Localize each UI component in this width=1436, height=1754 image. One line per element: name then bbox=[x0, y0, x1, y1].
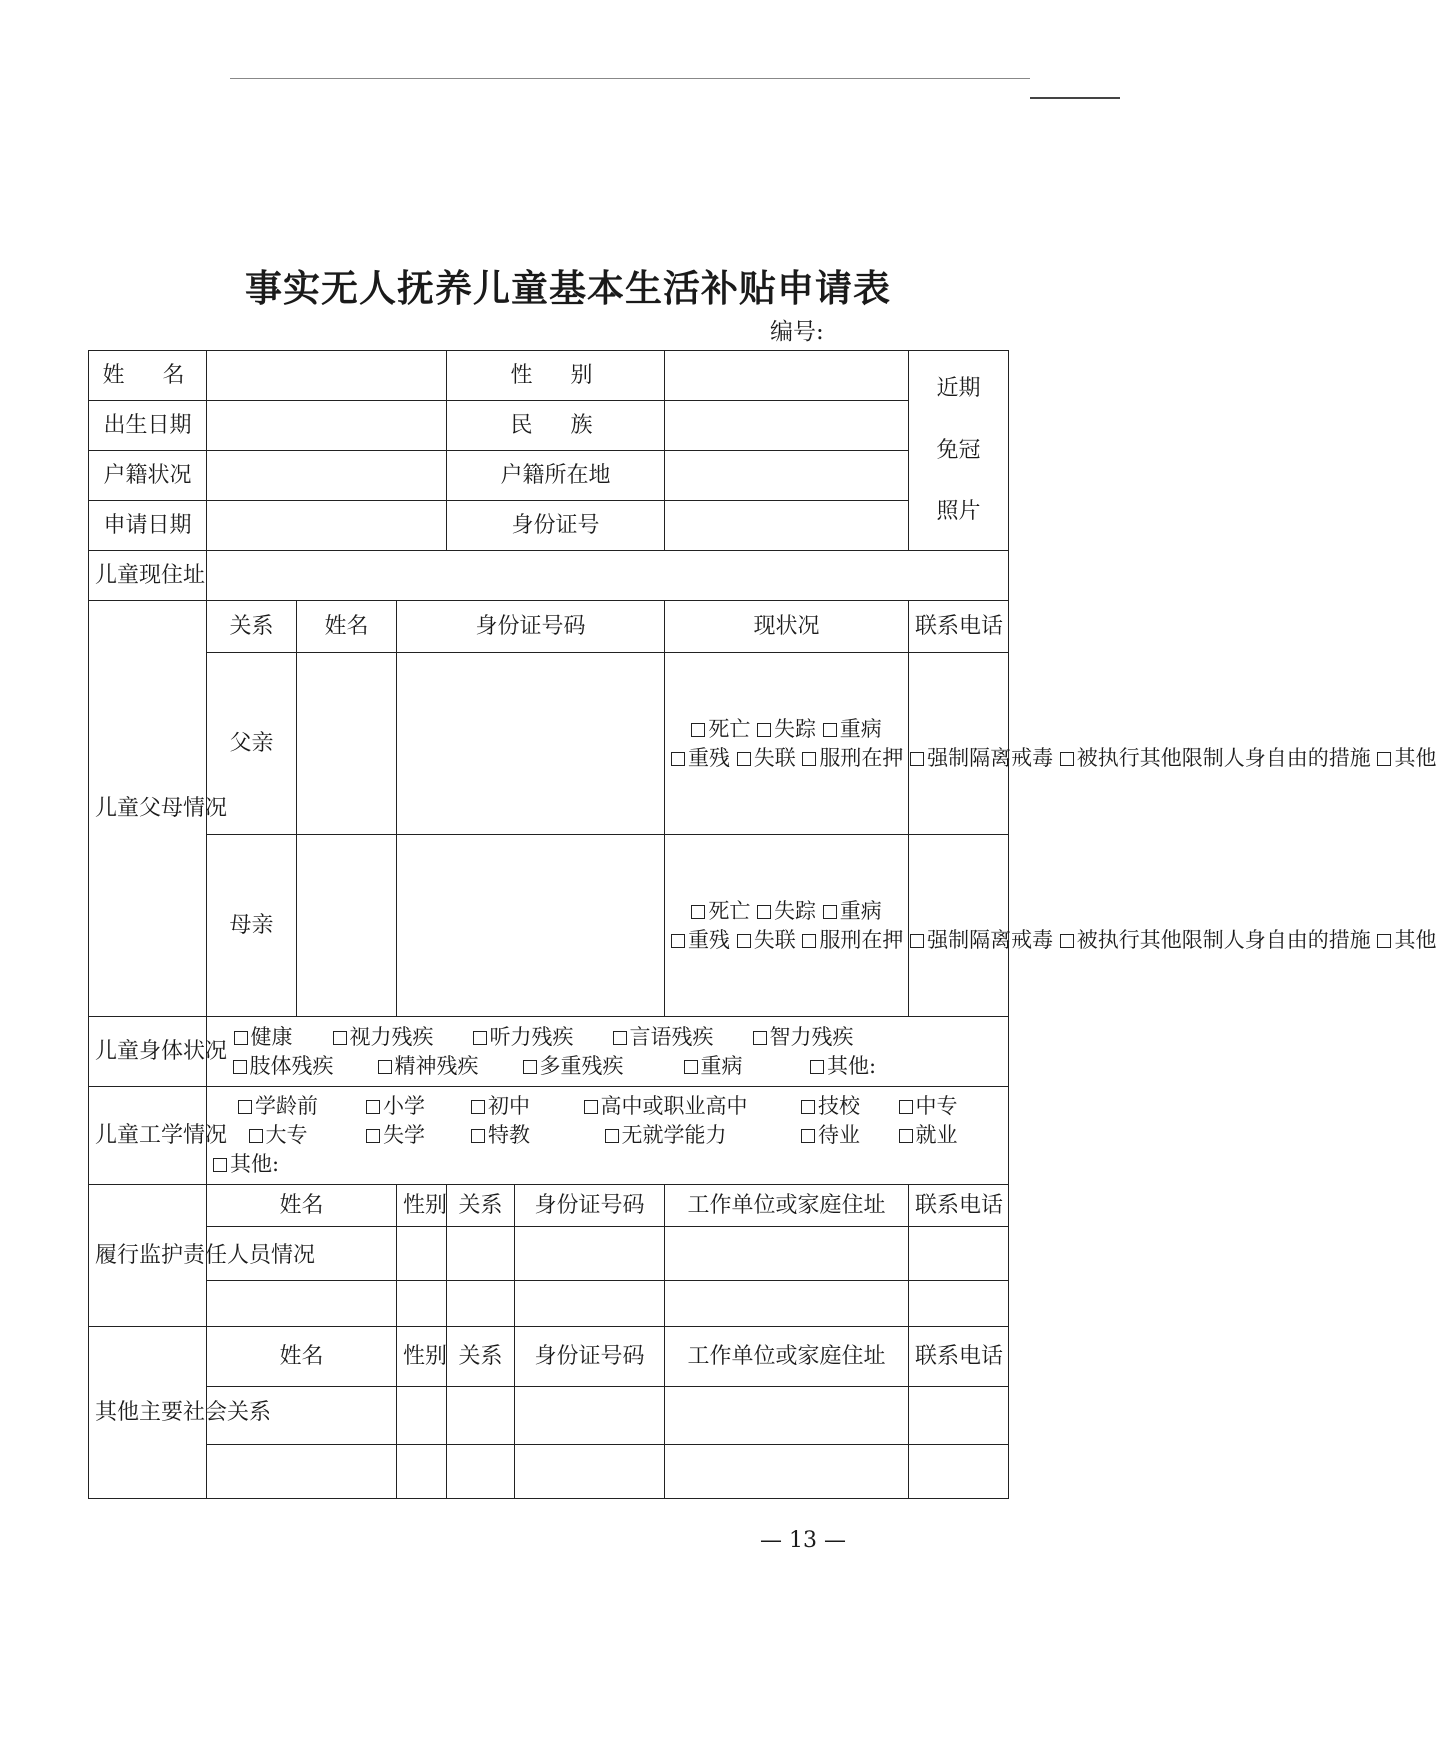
status-option[interactable]: 死亡 bbox=[691, 897, 750, 925]
checkbox-icon[interactable] bbox=[823, 723, 837, 737]
apply-date-field[interactable] bbox=[207, 501, 447, 551]
guardian-header-name: 姓名 bbox=[207, 1185, 397, 1227]
checkbox-icon[interactable] bbox=[249, 1129, 263, 1143]
checkbox-icon[interactable] bbox=[613, 1031, 627, 1045]
social-relation-cell[interactable] bbox=[447, 1445, 515, 1499]
status-option[interactable]: 重残 bbox=[671, 744, 730, 772]
social-id-cell[interactable] bbox=[515, 1387, 665, 1445]
guardian-id-cell[interactable] bbox=[515, 1281, 665, 1327]
health-option[interactable]: 视力残疾 bbox=[313, 1023, 453, 1051]
social-section-label: 其他主要社会关系 bbox=[89, 1327, 207, 1499]
checkbox-icon[interactable] bbox=[1060, 934, 1074, 948]
guardian-section-label: 履行监护责任人员情况 bbox=[89, 1185, 207, 1327]
checkbox-icon[interactable] bbox=[757, 905, 771, 919]
photo-line: 免冠 bbox=[936, 437, 981, 463]
address-label: 儿童现住址 bbox=[89, 551, 207, 601]
checkbox-icon[interactable] bbox=[910, 934, 924, 948]
guardian-relation-cell[interactable] bbox=[447, 1281, 515, 1327]
education-option[interactable]: 学龄前 bbox=[213, 1092, 343, 1120]
status-option[interactable]: 失踪 bbox=[757, 715, 816, 743]
parents-header-id: 身份证号码 bbox=[397, 601, 665, 653]
parents-header-name: 姓名 bbox=[297, 601, 397, 653]
social-relation-cell[interactable] bbox=[447, 1387, 515, 1445]
social-gender-cell[interactable] bbox=[397, 1387, 447, 1445]
health-option[interactable]: 肢体残疾 bbox=[213, 1052, 353, 1080]
birth-date-label: 出生日期 bbox=[89, 401, 207, 451]
social-header-gender: 性别 bbox=[397, 1327, 447, 1387]
page-number: — 13 — bbox=[760, 1528, 846, 1553]
checkbox-icon[interactable] bbox=[234, 1031, 248, 1045]
health-option[interactable]: 智力残疾 bbox=[733, 1023, 873, 1051]
serial-number-label: 编号: bbox=[770, 319, 824, 345]
guardian-header-phone: 联系电话 bbox=[909, 1185, 1009, 1227]
social-name-cell[interactable] bbox=[207, 1445, 397, 1499]
guardian-header-address: 工作单位或家庭住址 bbox=[665, 1185, 909, 1227]
status-option[interactable]: 其他 bbox=[1377, 926, 1436, 954]
id-number-label: 身份证号 bbox=[447, 501, 665, 551]
checkbox-icon[interactable] bbox=[801, 1129, 815, 1143]
status-option[interactable]: 其他 bbox=[1377, 744, 1436, 772]
id-number-field[interactable] bbox=[665, 501, 909, 551]
checkbox-icon[interactable] bbox=[233, 1060, 247, 1074]
checkbox-icon[interactable] bbox=[910, 752, 924, 766]
checkbox-icon[interactable] bbox=[213, 1158, 227, 1172]
checkbox-icon[interactable] bbox=[684, 1060, 698, 1074]
checkbox-icon[interactable] bbox=[671, 752, 685, 766]
checkbox-icon[interactable] bbox=[671, 934, 685, 948]
social-header-name: 姓名 bbox=[207, 1327, 397, 1387]
guardian-name-cell[interactable] bbox=[207, 1281, 397, 1327]
birth-date-field[interactable] bbox=[207, 401, 447, 451]
health-option[interactable]: 听力残疾 bbox=[453, 1023, 593, 1051]
status-option[interactable]: 强制隔离戒毒 bbox=[910, 744, 1053, 772]
father-name-field[interactable] bbox=[297, 653, 397, 835]
form-title: 事实无人抚养儿童基本生活补贴申请表 bbox=[245, 266, 891, 310]
health-option[interactable]: 多重残疾 bbox=[503, 1052, 643, 1080]
mother-status-options bbox=[665, 835, 1436, 1017]
status-option[interactable]: 被执行其他限制人身自由的措施 bbox=[1060, 744, 1371, 772]
education-option[interactable]: 待业 bbox=[778, 1121, 883, 1149]
parents-section-label: 儿童父母情况 bbox=[89, 601, 207, 1017]
apply-date-label: 申请日期 bbox=[89, 501, 207, 551]
parents-header-status: 现状况 bbox=[665, 601, 909, 653]
education-option[interactable]: 高中或职业高中 bbox=[553, 1092, 778, 1120]
guardian-relation-cell[interactable] bbox=[447, 1227, 515, 1281]
checkbox-icon[interactable] bbox=[238, 1100, 252, 1114]
hukou-status-label: 户籍状况 bbox=[89, 451, 207, 501]
mother-id-field[interactable] bbox=[397, 835, 665, 1017]
status-option[interactable]: 失联 bbox=[737, 926, 796, 954]
checkbox-icon[interactable] bbox=[691, 723, 705, 737]
social-header-phone: 联系电话 bbox=[909, 1327, 1009, 1387]
education-option[interactable]: 小学 bbox=[343, 1092, 448, 1120]
health-option[interactable]: 言语残疾 bbox=[593, 1023, 733, 1051]
guardian-header-gender: 性别 bbox=[397, 1185, 447, 1227]
checkbox-icon[interactable] bbox=[691, 905, 705, 919]
status-option[interactable]: 被执行其他限制人身自由的措施 bbox=[1060, 926, 1371, 954]
health-option[interactable]: 健康 bbox=[213, 1023, 313, 1051]
parents-header-relation: 关系 bbox=[207, 601, 297, 653]
parents-header-phone: 联系电话 bbox=[909, 601, 1009, 653]
father-id-field[interactable] bbox=[397, 653, 665, 835]
checkbox-icon[interactable] bbox=[801, 1100, 815, 1114]
name-label: 姓 名 bbox=[89, 351, 207, 401]
education-option[interactable]: 特教 bbox=[448, 1121, 553, 1149]
ethnicity-field[interactable] bbox=[665, 401, 909, 451]
health-option[interactable]: 精神残疾 bbox=[353, 1052, 503, 1080]
guardian-header-id: 身份证号码 bbox=[515, 1185, 665, 1227]
status-option[interactable]: 重残 bbox=[671, 926, 730, 954]
checkbox-icon[interactable] bbox=[802, 934, 816, 948]
education-option[interactable]: 无就学能力 bbox=[553, 1121, 778, 1149]
education-option[interactable]: 中专 bbox=[883, 1092, 973, 1120]
guardian-gender-cell[interactable] bbox=[397, 1227, 447, 1281]
checkbox-icon[interactable] bbox=[802, 752, 816, 766]
ethnicity-label: 民 族 bbox=[447, 401, 665, 451]
checkbox-icon[interactable] bbox=[523, 1060, 537, 1074]
checkbox-icon[interactable] bbox=[1377, 752, 1391, 766]
checkbox-icon[interactable] bbox=[899, 1100, 913, 1114]
social-header-id: 身份证号码 bbox=[515, 1327, 665, 1387]
gender-label: 性 别 bbox=[447, 351, 665, 401]
social-gender-cell[interactable] bbox=[397, 1445, 447, 1499]
checkbox-icon[interactable] bbox=[737, 934, 751, 948]
checkbox-icon[interactable] bbox=[378, 1060, 392, 1074]
checkbox-icon[interactable] bbox=[333, 1031, 347, 1045]
status-option[interactable]: 服刑在押 bbox=[802, 926, 903, 954]
checkbox-icon[interactable] bbox=[473, 1031, 487, 1045]
checkbox-icon[interactable] bbox=[471, 1100, 485, 1114]
checkbox-icon[interactable] bbox=[899, 1129, 913, 1143]
checkbox-icon[interactable] bbox=[757, 723, 771, 737]
guardian-gender-cell[interactable] bbox=[397, 1281, 447, 1327]
status-option[interactable]: 失踪 bbox=[757, 897, 816, 925]
education-option[interactable]: 大专 bbox=[213, 1121, 343, 1149]
guardian-phone-cell[interactable] bbox=[909, 1227, 1009, 1281]
health-options bbox=[207, 1017, 1009, 1087]
health-option[interactable]: 重病 bbox=[643, 1052, 783, 1080]
checkbox-icon[interactable] bbox=[1377, 934, 1391, 948]
social-address-cell[interactable] bbox=[665, 1445, 909, 1499]
checkbox-icon[interactable] bbox=[1060, 752, 1074, 766]
hukou-status-field[interactable] bbox=[207, 451, 447, 501]
health-option[interactable]: 其他: bbox=[783, 1052, 903, 1080]
mother-name-field[interactable] bbox=[297, 835, 397, 1017]
gender-field[interactable] bbox=[665, 351, 909, 401]
scan-edge-line bbox=[1030, 97, 1120, 99]
education-option[interactable]: 失学 bbox=[343, 1121, 448, 1149]
checkbox-icon[interactable] bbox=[753, 1031, 767, 1045]
status-option[interactable]: 死亡 bbox=[691, 715, 750, 743]
checkbox-icon[interactable] bbox=[605, 1129, 619, 1143]
hukou-place-field[interactable] bbox=[665, 451, 909, 501]
social-phone-cell[interactable] bbox=[909, 1387, 1009, 1445]
guardian-address-cell[interactable] bbox=[665, 1227, 909, 1281]
status-option[interactable]: 强制隔离戒毒 bbox=[910, 926, 1053, 954]
guardian-id-cell[interactable] bbox=[515, 1227, 665, 1281]
health-section-label: 儿童身体状况 bbox=[89, 1017, 207, 1087]
mother-label: 母亲 bbox=[207, 835, 297, 1017]
checkbox-icon[interactable] bbox=[823, 905, 837, 919]
education-option[interactable]: 技校 bbox=[778, 1092, 883, 1120]
education-option[interactable]: 初中 bbox=[448, 1092, 553, 1120]
checkbox-icon[interactable] bbox=[366, 1129, 380, 1143]
status-option[interactable]: 失联 bbox=[737, 744, 796, 772]
photo-line: 近期 bbox=[936, 376, 981, 402]
social-header-relation: 关系 bbox=[447, 1327, 515, 1387]
status-option[interactable]: 服刑在押 bbox=[802, 744, 903, 772]
checkbox-icon[interactable] bbox=[471, 1129, 485, 1143]
father-label: 父亲 bbox=[207, 653, 297, 835]
photo-box bbox=[909, 351, 1009, 551]
address-field[interactable] bbox=[207, 551, 1009, 601]
guardian-header-relation: 关系 bbox=[447, 1185, 515, 1227]
checkbox-icon[interactable] bbox=[584, 1100, 598, 1114]
social-phone-cell[interactable] bbox=[909, 1445, 1009, 1499]
name-field[interactable] bbox=[207, 351, 447, 401]
guardian-address-cell[interactable] bbox=[665, 1281, 909, 1327]
social-id-cell[interactable] bbox=[515, 1445, 665, 1499]
checkbox-icon[interactable] bbox=[810, 1060, 824, 1074]
education-section-label: 儿童工学情况 bbox=[89, 1087, 207, 1185]
hukou-place-label: 户籍所在地 bbox=[447, 451, 665, 501]
social-address-cell[interactable] bbox=[665, 1387, 909, 1445]
father-status-options bbox=[665, 653, 1436, 835]
education-options bbox=[207, 1087, 1009, 1185]
education-option[interactable]: 其他: bbox=[213, 1150, 279, 1178]
photo-line: 照片 bbox=[936, 499, 981, 525]
education-option[interactable]: 就业 bbox=[883, 1121, 973, 1149]
scan-edge-line bbox=[230, 78, 1030, 79]
status-option[interactable]: 重病 bbox=[823, 897, 882, 925]
checkbox-icon[interactable] bbox=[366, 1100, 380, 1114]
status-option[interactable]: 重病 bbox=[823, 715, 882, 743]
guardian-phone-cell[interactable] bbox=[909, 1281, 1009, 1327]
social-header-address: 工作单位或家庭住址 bbox=[665, 1327, 909, 1387]
checkbox-icon[interactable] bbox=[737, 752, 751, 766]
application-form-table bbox=[88, 350, 1436, 1499]
